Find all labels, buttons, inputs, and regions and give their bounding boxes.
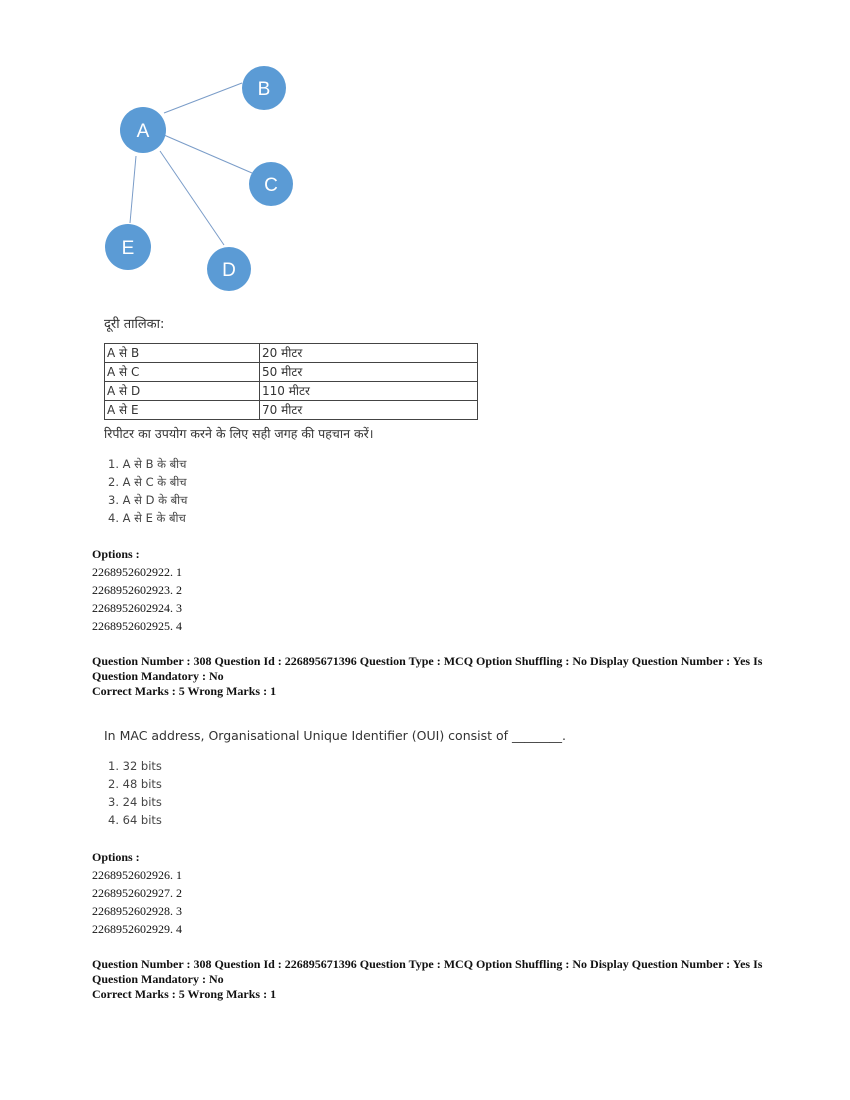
option-id: 2268952602922. 1 [92, 565, 182, 579]
question-meta-line: Question Number : 308 Question Id : 226895671396 Question Type : MCQ Option Shuffling : No Display Question Number : Yes Is [92, 654, 763, 668]
table-row [105, 344, 478, 363]
node-c [249, 162, 293, 206]
question1-text: रिपीटर का उपयोग करने के लिए सही जगह की पहचान करें। [104, 426, 374, 441]
table-row [105, 401, 478, 420]
node-c-label: C [264, 175, 278, 196]
node-a-label: A [136, 121, 150, 142]
list-item: 2. A से C के बीच [108, 475, 187, 489]
pair-cell: A से B [105, 344, 260, 363]
option-id: 2268952602924. 3 [92, 601, 182, 615]
distance-cell: 50 मीटर [260, 363, 478, 382]
distance-table-caption: दूरी तालिका: [104, 317, 165, 332]
list-item: 1. 32 bits [108, 759, 162, 773]
list-item: 3. 24 bits [108, 795, 162, 809]
list-item: 4. A से E के बीच [108, 511, 186, 525]
option-id: 2268952602928. 3 [92, 904, 182, 918]
option-id: 2268952602923. 2 [92, 583, 182, 597]
pair-cell: A से C [105, 363, 260, 382]
node-b-label: B [257, 79, 271, 100]
edge-a-d [160, 151, 224, 245]
option-id: 2268952602929. 4 [92, 922, 182, 936]
question-meta-line: Question Mandatory : No [92, 972, 224, 986]
edge-a-c [164, 135, 252, 173]
list-item: 1. A से B के बीच [108, 457, 187, 471]
node-e [105, 224, 151, 270]
question1-choices [108, 455, 187, 527]
table-row [105, 382, 478, 401]
distance-cell: 70 मीटर [260, 401, 478, 420]
question3-header [92, 957, 772, 1002]
distance-cell: 110 मीटर [260, 382, 478, 401]
option-id: 2268952602926. 1 [92, 868, 182, 882]
node-d [207, 247, 251, 291]
pair-cell: A से D [105, 382, 260, 401]
options-heading: Options : [92, 547, 140, 561]
options-heading: Options : [92, 850, 140, 864]
question2-header [92, 654, 772, 699]
node-a [120, 107, 166, 153]
option-id: 2268952602927. 2 [92, 886, 182, 900]
question2-text: In MAC address, Organisational Unique Identifier (OUI) consist of ________. [104, 728, 566, 743]
edge-a-b [164, 83, 242, 113]
edge-a-e [130, 156, 136, 223]
node-b [242, 66, 286, 110]
list-item: 4. 64 bits [108, 813, 162, 827]
question1-options [92, 545, 182, 635]
marks-line: Correct Marks : 5 Wrong Marks : 1 [92, 684, 277, 698]
node-e-label: E [121, 238, 135, 259]
node-d-label: D [222, 260, 236, 281]
table-row [105, 363, 478, 382]
marks-line: Correct Marks : 5 Wrong Marks : 1 [92, 987, 277, 1001]
distance-cell: 20 मीटर [260, 344, 478, 363]
network-diagram [90, 55, 330, 305]
question2-choices [108, 757, 162, 829]
distance-table [104, 343, 478, 420]
question-meta-line: Question Mandatory : No [92, 669, 224, 683]
list-item: 2. 48 bits [108, 777, 162, 791]
pair-cell: A से E [105, 401, 260, 420]
question-meta-line: Question Number : 308 Question Id : 226895671396 Question Type : MCQ Option Shuffling : No Display Question Number : Yes Is [92, 957, 763, 971]
edges [130, 83, 252, 245]
question2-options [92, 848, 182, 938]
list-item: 3. A से D के बीच [108, 493, 188, 507]
option-id: 2268952602925. 4 [92, 619, 182, 633]
